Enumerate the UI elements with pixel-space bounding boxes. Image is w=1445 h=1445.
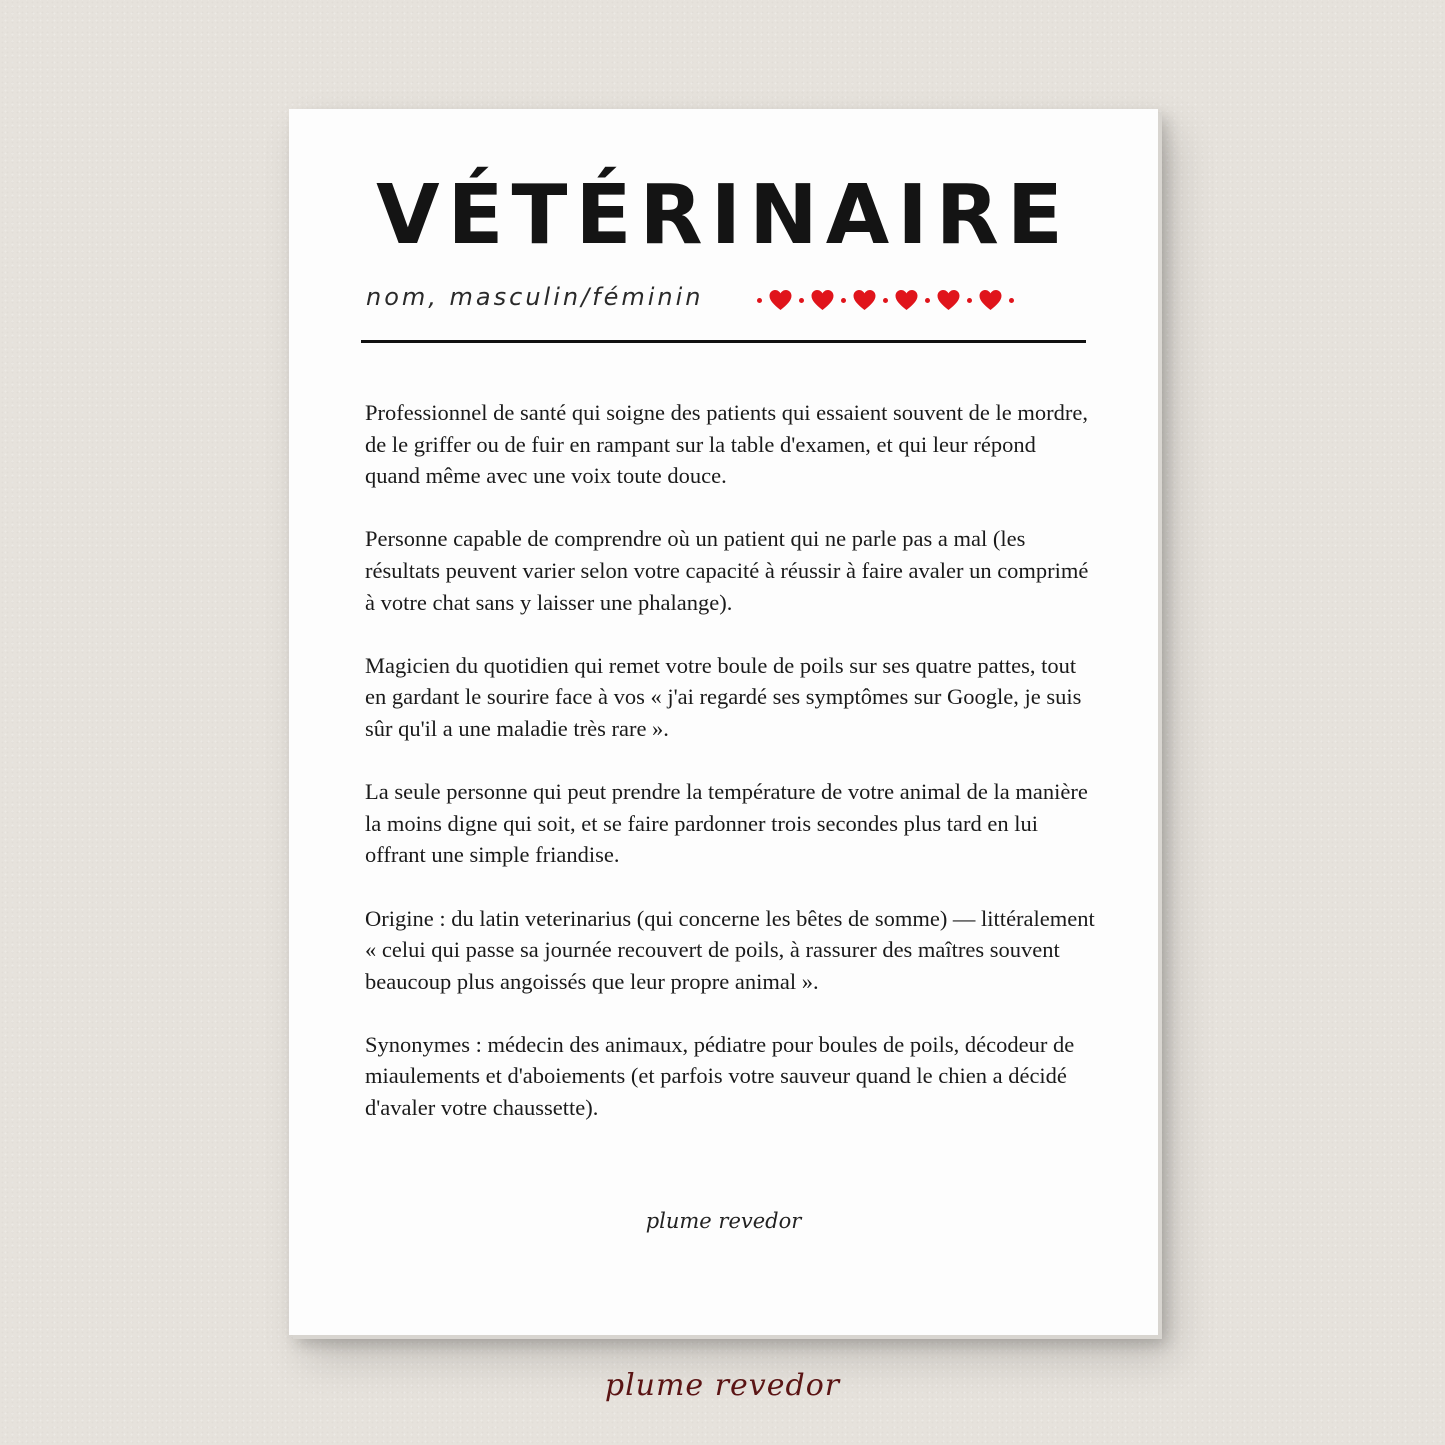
heart-icon bbox=[768, 289, 793, 311]
definition-paragraph: Personne capable de comprendre où un patient qui ne parle pas a mal (les résultats peuvent varier selon votre capacité à réussir à faire avaler un comprimé à votre chat sans y laisser une phalange). bbox=[365, 526, 1089, 615]
synonyms-paragraph: Synonymes : médecin des animaux, pédiatre pour boules de poils, décodeur de miaulements et d'aboiements (et parfois votre sauveur quand le chien a décidé d'avaler votre chaussette). bbox=[365, 1031, 1075, 1121]
dot-separator bbox=[1009, 298, 1014, 303]
hearts-row bbox=[757, 287, 1014, 313]
dot-separator bbox=[799, 298, 804, 303]
poster-canvas bbox=[289, 109, 1158, 1335]
brand-watermark: plume revedor bbox=[604, 1368, 841, 1403]
heart-icon bbox=[936, 289, 961, 311]
poster-signature: plume revedor bbox=[645, 1209, 802, 1233]
heart-icon bbox=[852, 289, 877, 311]
dot-separator bbox=[925, 298, 930, 303]
definition-paragraph: Professionnel de santé qui soigne des patients qui essaient souvent de le mordre, de le griffer ou de fuir en rampant sur la table d'examen, et qui leur répond quand même avec une voix toute douce. bbox=[365, 400, 1088, 489]
heart-icon bbox=[894, 289, 919, 311]
part-of-speech: nom, masculin/féminin bbox=[366, 283, 704, 311]
heart-icon bbox=[978, 289, 1003, 311]
dot-separator bbox=[841, 298, 846, 303]
origin-paragraph: Origine : du latin veterinarius (qui concerne les bêtes de somme) — littéralement « celui qui passe sa journée recouvert de poils, à rassurer des maîtres souvent beaucoup plus angoissés que leur propre animal ». bbox=[365, 905, 1095, 994]
definition-paragraph: Magicien du quotidien qui remet votre boule de poils sur ses quatre pattes, tout en gardant le sourire face à vos « j'ai regardé ses symptômes sur Google, je suis sûr qu'il a une maladie très rare ». bbox=[365, 652, 1082, 741]
poster-title: VÉTÉRINAIRE bbox=[376, 168, 1071, 263]
definition-body bbox=[365, 397, 1095, 1155]
divider-rule bbox=[361, 340, 1086, 343]
dot-separator bbox=[757, 298, 762, 303]
dot-separator bbox=[967, 298, 972, 303]
definition-paragraph: La seule personne qui peut prendre la température de votre animal de la manière la moins digne qui soit, et se faire pardonner trois secondes plus tard en lui offrant une simple friandise. bbox=[365, 779, 1088, 868]
heart-icon bbox=[810, 289, 835, 311]
dot-separator bbox=[883, 298, 888, 303]
